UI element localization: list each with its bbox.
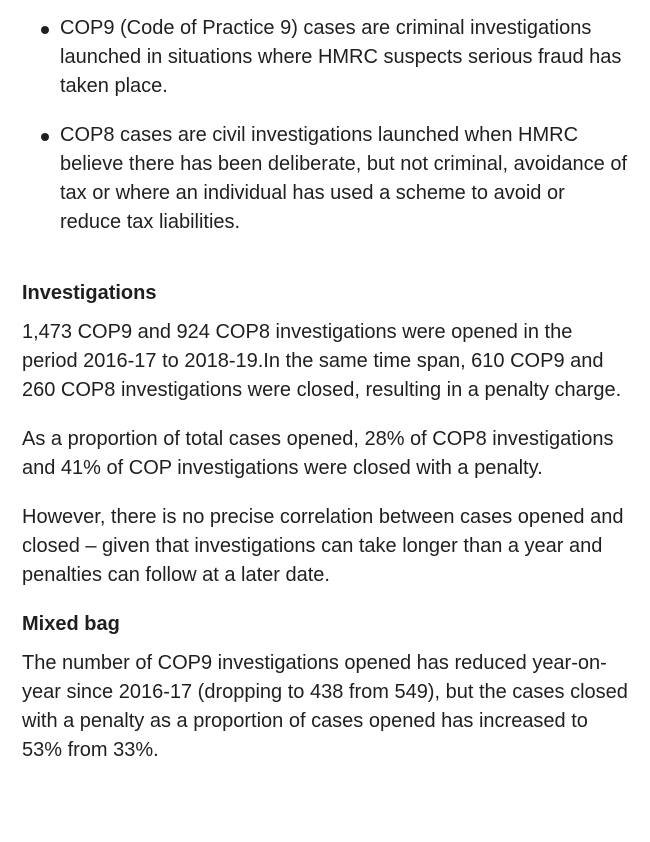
bullet-text: COP8 cases are civil investigations launched when HMRC believe there has been deliberate, but not criminal, avoidance of tax or where an individual has used a scheme to avoid or reduce tax liabilities. [60,124,628,233]
bullet-dot-icon [41,26,49,34]
bullet-list [22,14,630,237]
bullet-dot-icon [41,133,49,141]
paragraph: The number of COP9 investigations opened has reduced year-on-year since 2016-17 (dropping to 438 from 549), but the cases closed with a penalty as a proportion of cases opened has increased to 53% from 33%. [22,652,628,761]
section-heading-investigations: Investigations [22,282,157,304]
bullet-item-cop8 [22,121,630,237]
paragraph: 1,473 COP9 and 924 COP8 investigations were opened in the period 2016-17 to 2018-19.In the same time span, 610 COP9 and 260 COP8 investigations were closed, resulting in a penalty charge. [22,321,622,401]
section-heading-mixed-bag: Mixed bag [22,613,120,635]
paragraph: As a proportion of total cases opened, 28% of COP8 investigations and 41% of COP investigations were closed with a penalty. [22,428,614,479]
bullet-text: COP9 (Code of Practice 9) cases are criminal investigations launched in situations where HMRC suspects serious fraud has taken place. [60,17,622,97]
bullet-item-cop9 [22,14,630,101]
paragraph: However, there is no precise correlation between cases opened and closed – given that investigations can take longer than a year and penalties can follow at a later date. [22,506,624,586]
